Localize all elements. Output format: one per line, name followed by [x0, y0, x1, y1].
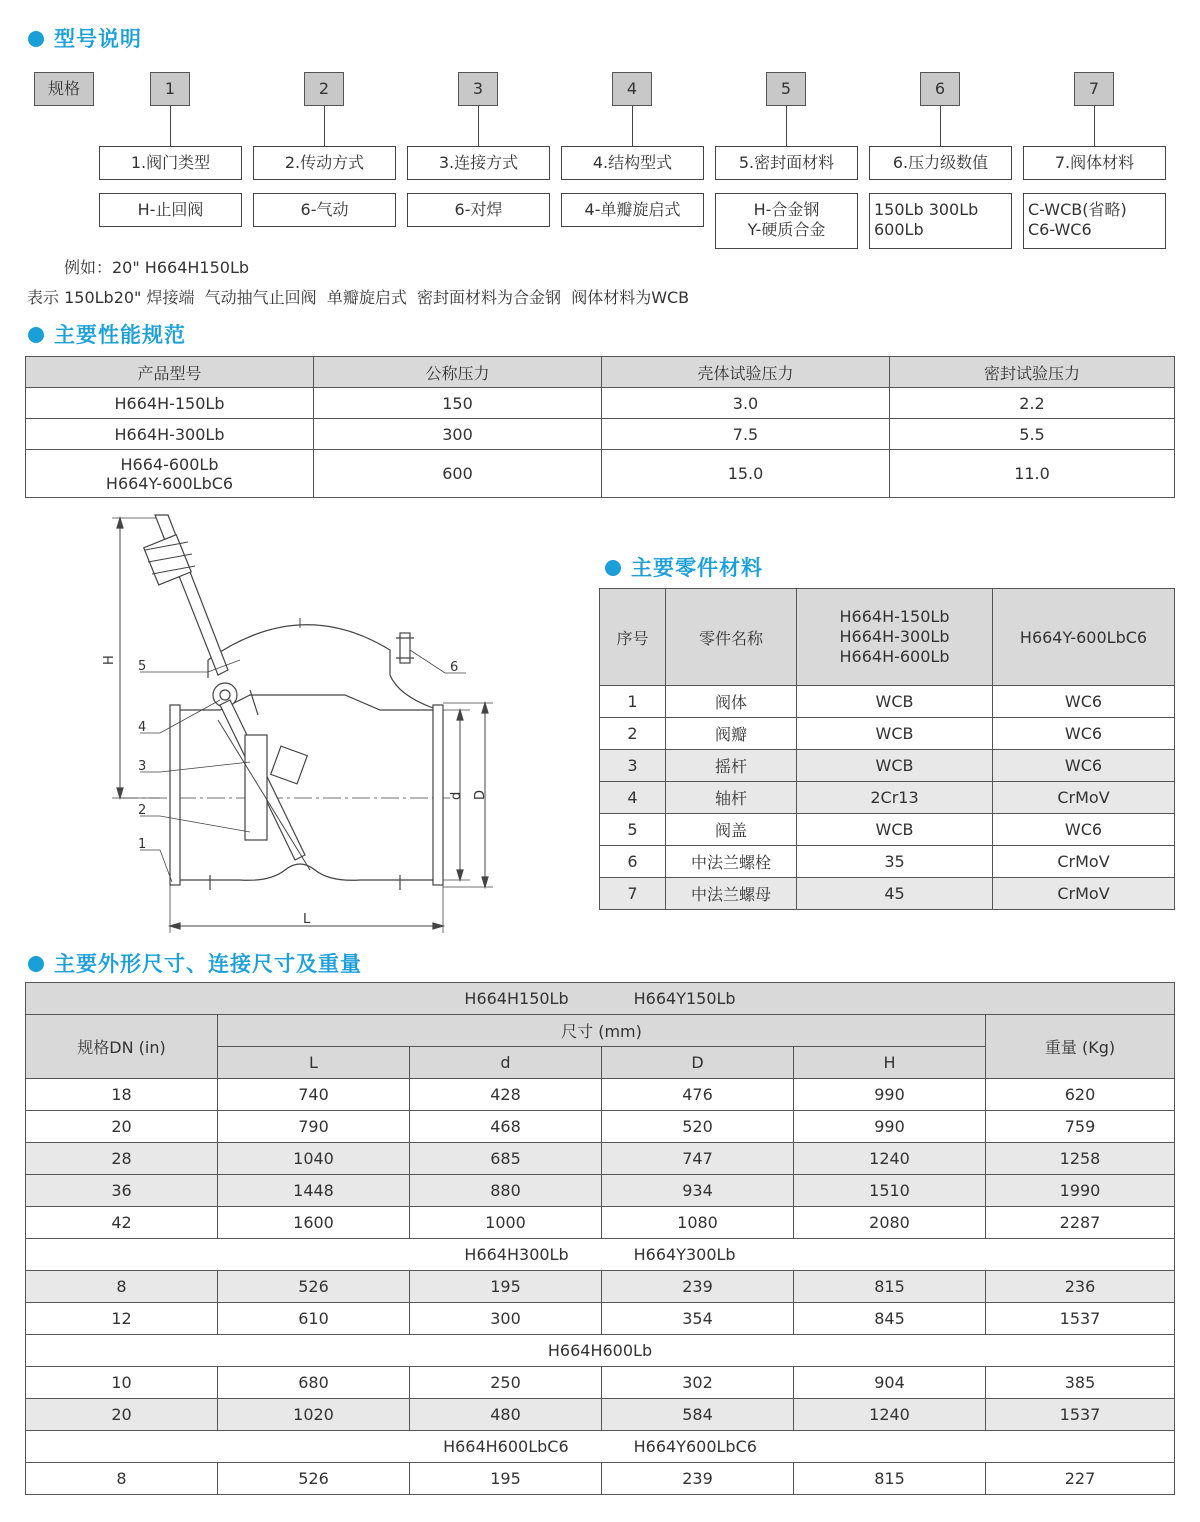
group-header: H664H300Lb H664Y300Lb	[26, 1239, 1175, 1271]
example-meaning: 表示 150Lb20" 焊接端 气动抽气止回阀 单瓣旋启式 密封面材料为合金钢 阀体材料为WCB	[27, 288, 690, 307]
cell: 摇杆	[666, 750, 797, 782]
dim-label-d: d	[449, 791, 464, 800]
position-box: 4	[612, 72, 652, 106]
table-row: H664H-150Lb 150 3.0 2.2	[26, 388, 1175, 419]
section-title-materials: 主要零件材料	[605, 552, 763, 582]
callout-4: 4	[138, 720, 147, 735]
connector-line	[170, 106, 171, 146]
mat-header-no: 序号	[600, 589, 666, 686]
cell: 2Cr13	[797, 782, 993, 814]
cell: 1000	[410, 1207, 602, 1239]
table-row	[600, 782, 1175, 814]
section-title-model: 型号说明	[28, 23, 142, 53]
cell: WCB	[797, 718, 993, 750]
connector-line	[632, 106, 633, 146]
table-row	[26, 1079, 1175, 1111]
cell: 815	[794, 1271, 986, 1303]
field-name-box: 7.阀体材料	[1023, 146, 1166, 180]
connector-line	[324, 106, 325, 146]
cell: 阀瓣	[666, 718, 797, 750]
bullet-icon	[605, 560, 621, 576]
dim-label-H: H	[102, 655, 117, 665]
field-code-box	[869, 193, 1012, 249]
dimensions-table	[25, 982, 1175, 1495]
field-code-box	[407, 193, 550, 227]
table-row	[26, 1399, 1175, 1431]
cell: 1240	[794, 1143, 986, 1175]
performance-table	[25, 356, 1175, 498]
cell: 1240	[794, 1399, 986, 1431]
size-header: 尺寸 (mm)	[218, 1015, 986, 1047]
example-text: 例如：20" H664H150Lb	[64, 258, 250, 277]
code-line: Y-硬质合金	[747, 220, 826, 239]
cell: 526	[218, 1271, 410, 1303]
cell: 1990	[986, 1175, 1175, 1207]
col-D: D	[602, 1047, 794, 1079]
cell: 3	[600, 750, 666, 782]
table-row	[26, 1463, 1175, 1495]
cell: 阀盖	[666, 814, 797, 846]
cell: WCB	[797, 814, 993, 846]
field-name-box: 2.传动方式	[253, 146, 396, 180]
spec-label: 规格	[34, 72, 94, 106]
cell: 480	[410, 1399, 602, 1431]
cell: 28	[26, 1143, 218, 1175]
cell: 239	[602, 1463, 794, 1495]
callout-1: 1	[138, 837, 147, 852]
weight-header: 重量 (Kg)	[986, 1015, 1175, 1079]
field-name-box: 6.压力级数值	[869, 146, 1012, 180]
cell: 195	[410, 1271, 602, 1303]
mat-header-name: 零件名称	[666, 589, 797, 686]
position-box: 6	[920, 72, 960, 106]
cell: 42	[26, 1207, 218, 1239]
table-row	[600, 846, 1175, 878]
cell: WC6	[993, 750, 1175, 782]
cell: 4	[600, 782, 666, 814]
cell: 5	[600, 814, 666, 846]
cell: 685	[410, 1143, 602, 1175]
table-row	[600, 878, 1175, 910]
code-line: 6-气动	[300, 200, 349, 219]
code-line: 4-单瓣旋启式	[584, 200, 681, 219]
cell: 880	[410, 1175, 602, 1207]
cell: 227	[986, 1463, 1175, 1495]
cell: 526	[218, 1463, 410, 1495]
table-row	[26, 1271, 1175, 1303]
cell: 中法兰螺母	[666, 878, 797, 910]
field-name-box: 4.结构型式	[561, 146, 704, 180]
code-line: C-WCB(省略)	[1028, 200, 1127, 219]
cell: 934	[602, 1175, 794, 1207]
dim-label-D: D	[473, 789, 488, 800]
callout-6: 6	[450, 660, 459, 675]
cell: 904	[794, 1367, 986, 1399]
dn-header: 规格DN (in)	[26, 1015, 218, 1079]
cell: 2287	[986, 1207, 1175, 1239]
connector-line	[940, 106, 941, 146]
col-d: d	[410, 1047, 602, 1079]
group-header: H664H600LbC6 H664Y600LbC6	[26, 1431, 1175, 1463]
cell: 790	[218, 1111, 410, 1143]
cell: 7	[600, 878, 666, 910]
cell: 45	[797, 878, 993, 910]
cell: 584	[602, 1399, 794, 1431]
cell: 20	[26, 1111, 218, 1143]
cell: 1258	[986, 1143, 1175, 1175]
cell: 阀体	[666, 686, 797, 718]
table-row: H664H-300Lb 300 7.5 5.5	[26, 419, 1175, 450]
cell: 520	[602, 1111, 794, 1143]
group-header: H664H600Lb	[26, 1335, 1175, 1367]
cell: 中法兰螺栓	[666, 846, 797, 878]
cell: 10	[26, 1367, 218, 1399]
cell: 1080	[602, 1207, 794, 1239]
cell: 239	[602, 1271, 794, 1303]
cell: 845	[794, 1303, 986, 1335]
cell: WC6	[993, 718, 1175, 750]
mat-header-col1: H664H-150Lb H664H-300Lb H664H-600Lb	[797, 589, 993, 686]
perf-header-model: 产品型号	[26, 357, 314, 388]
table-row	[600, 686, 1175, 718]
perf-header-shell: 壳体试验压力	[602, 357, 890, 388]
connector-line	[786, 106, 787, 146]
position-box: 3	[458, 72, 498, 106]
section-title-performance: 主要性能规范	[28, 319, 186, 349]
table-row	[26, 1303, 1175, 1335]
cell: 680	[218, 1367, 410, 1399]
field-name-box: 5.密封面材料	[715, 146, 858, 180]
field-name-box: 1.阀门类型	[99, 146, 242, 180]
cell: 1510	[794, 1175, 986, 1207]
cell: CrMoV	[993, 846, 1175, 878]
cell: 8	[26, 1271, 218, 1303]
field-code-box	[561, 193, 704, 227]
bullet-icon	[28, 31, 44, 47]
section-title-dimensions: 主要外形尺寸、连接尺寸及重量	[28, 948, 362, 978]
cell: WCB	[797, 750, 993, 782]
table-row	[600, 718, 1175, 750]
code-line: H-合金钢	[753, 200, 820, 219]
dim-label-L: L	[303, 912, 311, 927]
position-box: 7	[1074, 72, 1114, 106]
code-line: 150Lb 300Lb	[874, 200, 979, 219]
field-name-box: 3.连接方式	[407, 146, 550, 180]
callout-5: 5	[138, 659, 147, 674]
cell: 1020	[218, 1399, 410, 1431]
position-box: 5	[766, 72, 806, 106]
col-L: L	[218, 1047, 410, 1079]
table-row	[26, 1207, 1175, 1239]
cell: WC6	[993, 814, 1175, 846]
materials-table	[599, 588, 1175, 910]
table-row	[600, 750, 1175, 782]
cell: 990	[794, 1079, 986, 1111]
cell: 610	[218, 1303, 410, 1335]
field-code-box	[99, 193, 242, 227]
field-code-box	[253, 193, 396, 227]
cell: 740	[218, 1079, 410, 1111]
cell: 195	[410, 1463, 602, 1495]
code-line: C6-WC6	[1028, 220, 1092, 239]
cell: 35	[797, 846, 993, 878]
callout-3: 3	[138, 759, 147, 774]
code-line: 6-对焊	[454, 200, 503, 219]
cell: 轴杆	[666, 782, 797, 814]
position-box: 2	[304, 72, 344, 106]
cell: 815	[794, 1463, 986, 1495]
cell: 428	[410, 1079, 602, 1111]
group-header: H664H150Lb H664Y150Lb	[26, 983, 1175, 1015]
field-code-box	[1023, 193, 1166, 249]
cell: 12	[26, 1303, 218, 1335]
cell: 354	[602, 1303, 794, 1335]
cell: 36	[26, 1175, 218, 1207]
cell: 385	[986, 1367, 1175, 1399]
cell: 18	[26, 1079, 218, 1111]
table-row: H664-600Lb H664Y-600LbC6 600 15.0 11.0	[26, 450, 1175, 498]
cell: 1040	[218, 1143, 410, 1175]
cell: 236	[986, 1271, 1175, 1303]
cell: CrMoV	[993, 878, 1175, 910]
connector-line	[478, 106, 479, 146]
position-box: 1	[150, 72, 190, 106]
field-code-box	[715, 193, 858, 249]
callout-2: 2	[138, 803, 147, 818]
cell: 2	[600, 718, 666, 750]
cell: WCB	[797, 686, 993, 718]
mat-header-col2: H664Y-600LbC6	[993, 589, 1175, 686]
cell: 302	[602, 1367, 794, 1399]
cell: CrMoV	[993, 782, 1175, 814]
code-line: H-止回阀	[137, 200, 204, 219]
perf-header-seal: 密封试验压力	[890, 357, 1175, 388]
cell: 2080	[794, 1207, 986, 1239]
cell: 1	[600, 686, 666, 718]
cell: 759	[986, 1111, 1175, 1143]
cell: WC6	[993, 686, 1175, 718]
table-row	[600, 814, 1175, 846]
cell: 1537	[986, 1399, 1175, 1431]
cell: 1600	[218, 1207, 410, 1239]
cell: 468	[410, 1111, 602, 1143]
table-row	[26, 1143, 1175, 1175]
cell: 620	[986, 1079, 1175, 1111]
cell: 300	[410, 1303, 602, 1335]
perf-header-pn: 公称压力	[314, 357, 602, 388]
valve-drawing	[100, 510, 500, 940]
cell: 6	[600, 846, 666, 878]
cell: 8	[26, 1463, 218, 1495]
table-row	[26, 1175, 1175, 1207]
cell: 250	[410, 1367, 602, 1399]
cell: 1537	[986, 1303, 1175, 1335]
col-H: H	[794, 1047, 986, 1079]
bullet-icon	[28, 327, 44, 343]
table-row	[26, 1111, 1175, 1143]
cell: 1448	[218, 1175, 410, 1207]
cell: 990	[794, 1111, 986, 1143]
cell: 747	[602, 1143, 794, 1175]
connector-line	[1094, 106, 1095, 146]
code-line: 600Lb	[874, 220, 924, 239]
bullet-icon	[28, 956, 44, 972]
table-row	[26, 1367, 1175, 1399]
cell: 20	[26, 1399, 218, 1431]
cell: 476	[602, 1079, 794, 1111]
